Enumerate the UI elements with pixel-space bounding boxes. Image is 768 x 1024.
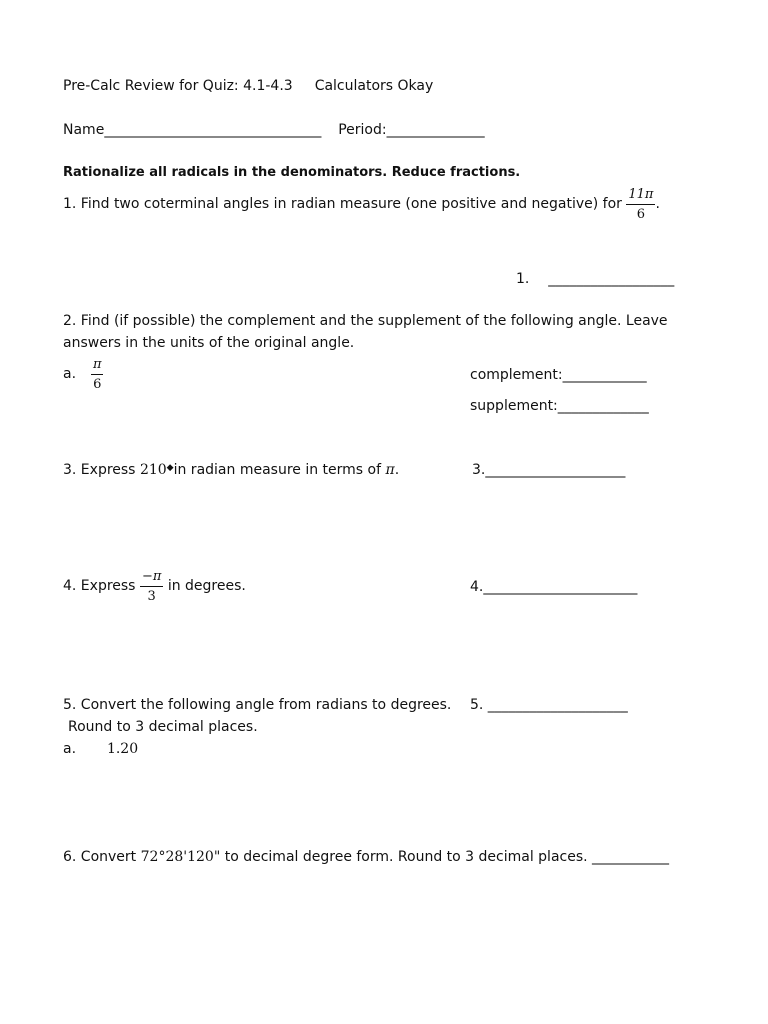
answer-1-label: 1.: [516, 271, 530, 287]
part-a-label: a.: [63, 366, 77, 382]
radian-value: 1.20: [106, 741, 139, 757]
answer-5[interactable]: 5. ____________________: [470, 697, 628, 713]
complement-answer[interactable]: complement:____________: [470, 367, 647, 383]
fraction-denominator: 6: [93, 376, 102, 392]
angle-210: 210: [139, 462, 167, 478]
fraction-numerator: 11π: [626, 187, 655, 205]
answer-4[interactable]: 4.______________________: [470, 579, 638, 595]
question-1: [63, 186, 660, 222]
instructions: Rationalize all radicals in the denominators. Reduce fractions.: [63, 165, 521, 180]
fraction-numerator: −π: [140, 569, 163, 587]
question-5a: [63, 740, 138, 758]
header: [63, 77, 433, 95]
answer-1[interactable]: [516, 270, 674, 288]
worksheet-title: Pre-Calc Review for Quiz: 4.1-4.3: [63, 78, 293, 94]
question-2a: [63, 356, 103, 392]
fraction-denominator: 6: [636, 206, 646, 222]
question-5-line-1: 5. Convert the following angle from radians to degrees.: [63, 697, 452, 713]
question-4: [63, 568, 246, 604]
degree-mark: ◆: [166, 463, 174, 473]
period-label: Period:: [338, 122, 387, 138]
question-3-text-a: 3. Express: [63, 462, 136, 478]
question-5-line-2: Round to 3 decimal places.: [68, 719, 258, 735]
dms-angle: 72°28'120": [140, 849, 221, 865]
fraction-11pi-over-6: [626, 187, 655, 222]
answer-1-blank[interactable]: __________________: [548, 271, 675, 287]
question-6-text-b: to decimal degree form. Round to 3 decimal places.: [224, 849, 588, 865]
fraction-neg-pi-over-3: [140, 569, 163, 604]
period-mark: .: [655, 196, 660, 212]
calculators-note: Calculators Okay: [314, 78, 434, 94]
question-6: [63, 848, 669, 866]
pi-symbol: π: [385, 462, 395, 478]
question-4-text-a: 4. Express: [63, 578, 136, 594]
student-info-row: [63, 121, 485, 139]
fraction-pi-over-6: [91, 357, 104, 392]
question-2-line-2: answers in the units of the original angle.: [63, 335, 355, 351]
period-mark: .: [394, 462, 400, 478]
fraction-numerator: π: [91, 357, 104, 375]
question-2-line-1: 2. Find (if possible) the complement and the supplement of the following angle. Leave: [63, 313, 668, 329]
question-6-text-a: 6. Convert: [63, 849, 137, 865]
fraction-denominator: 3: [147, 588, 156, 604]
answer-6-blank[interactable]: ___________: [592, 849, 670, 865]
question-4-text-b: in degrees.: [167, 578, 246, 594]
question-3-text-b: in radian measure in terms of: [173, 462, 382, 478]
supplement-answer[interactable]: supplement:_____________: [470, 398, 649, 414]
period-blank[interactable]: ______________: [386, 122, 485, 138]
answer-3[interactable]: 3.____________________: [472, 462, 626, 478]
part-a-label: a.: [63, 741, 77, 757]
name-blank[interactable]: _______________________________: [104, 122, 322, 138]
question-1-text: 1. Find two coterminal angles in radian measure (one positive and negative) for: [63, 196, 622, 212]
name-label: Name: [63, 122, 105, 138]
question-3: [63, 461, 399, 479]
